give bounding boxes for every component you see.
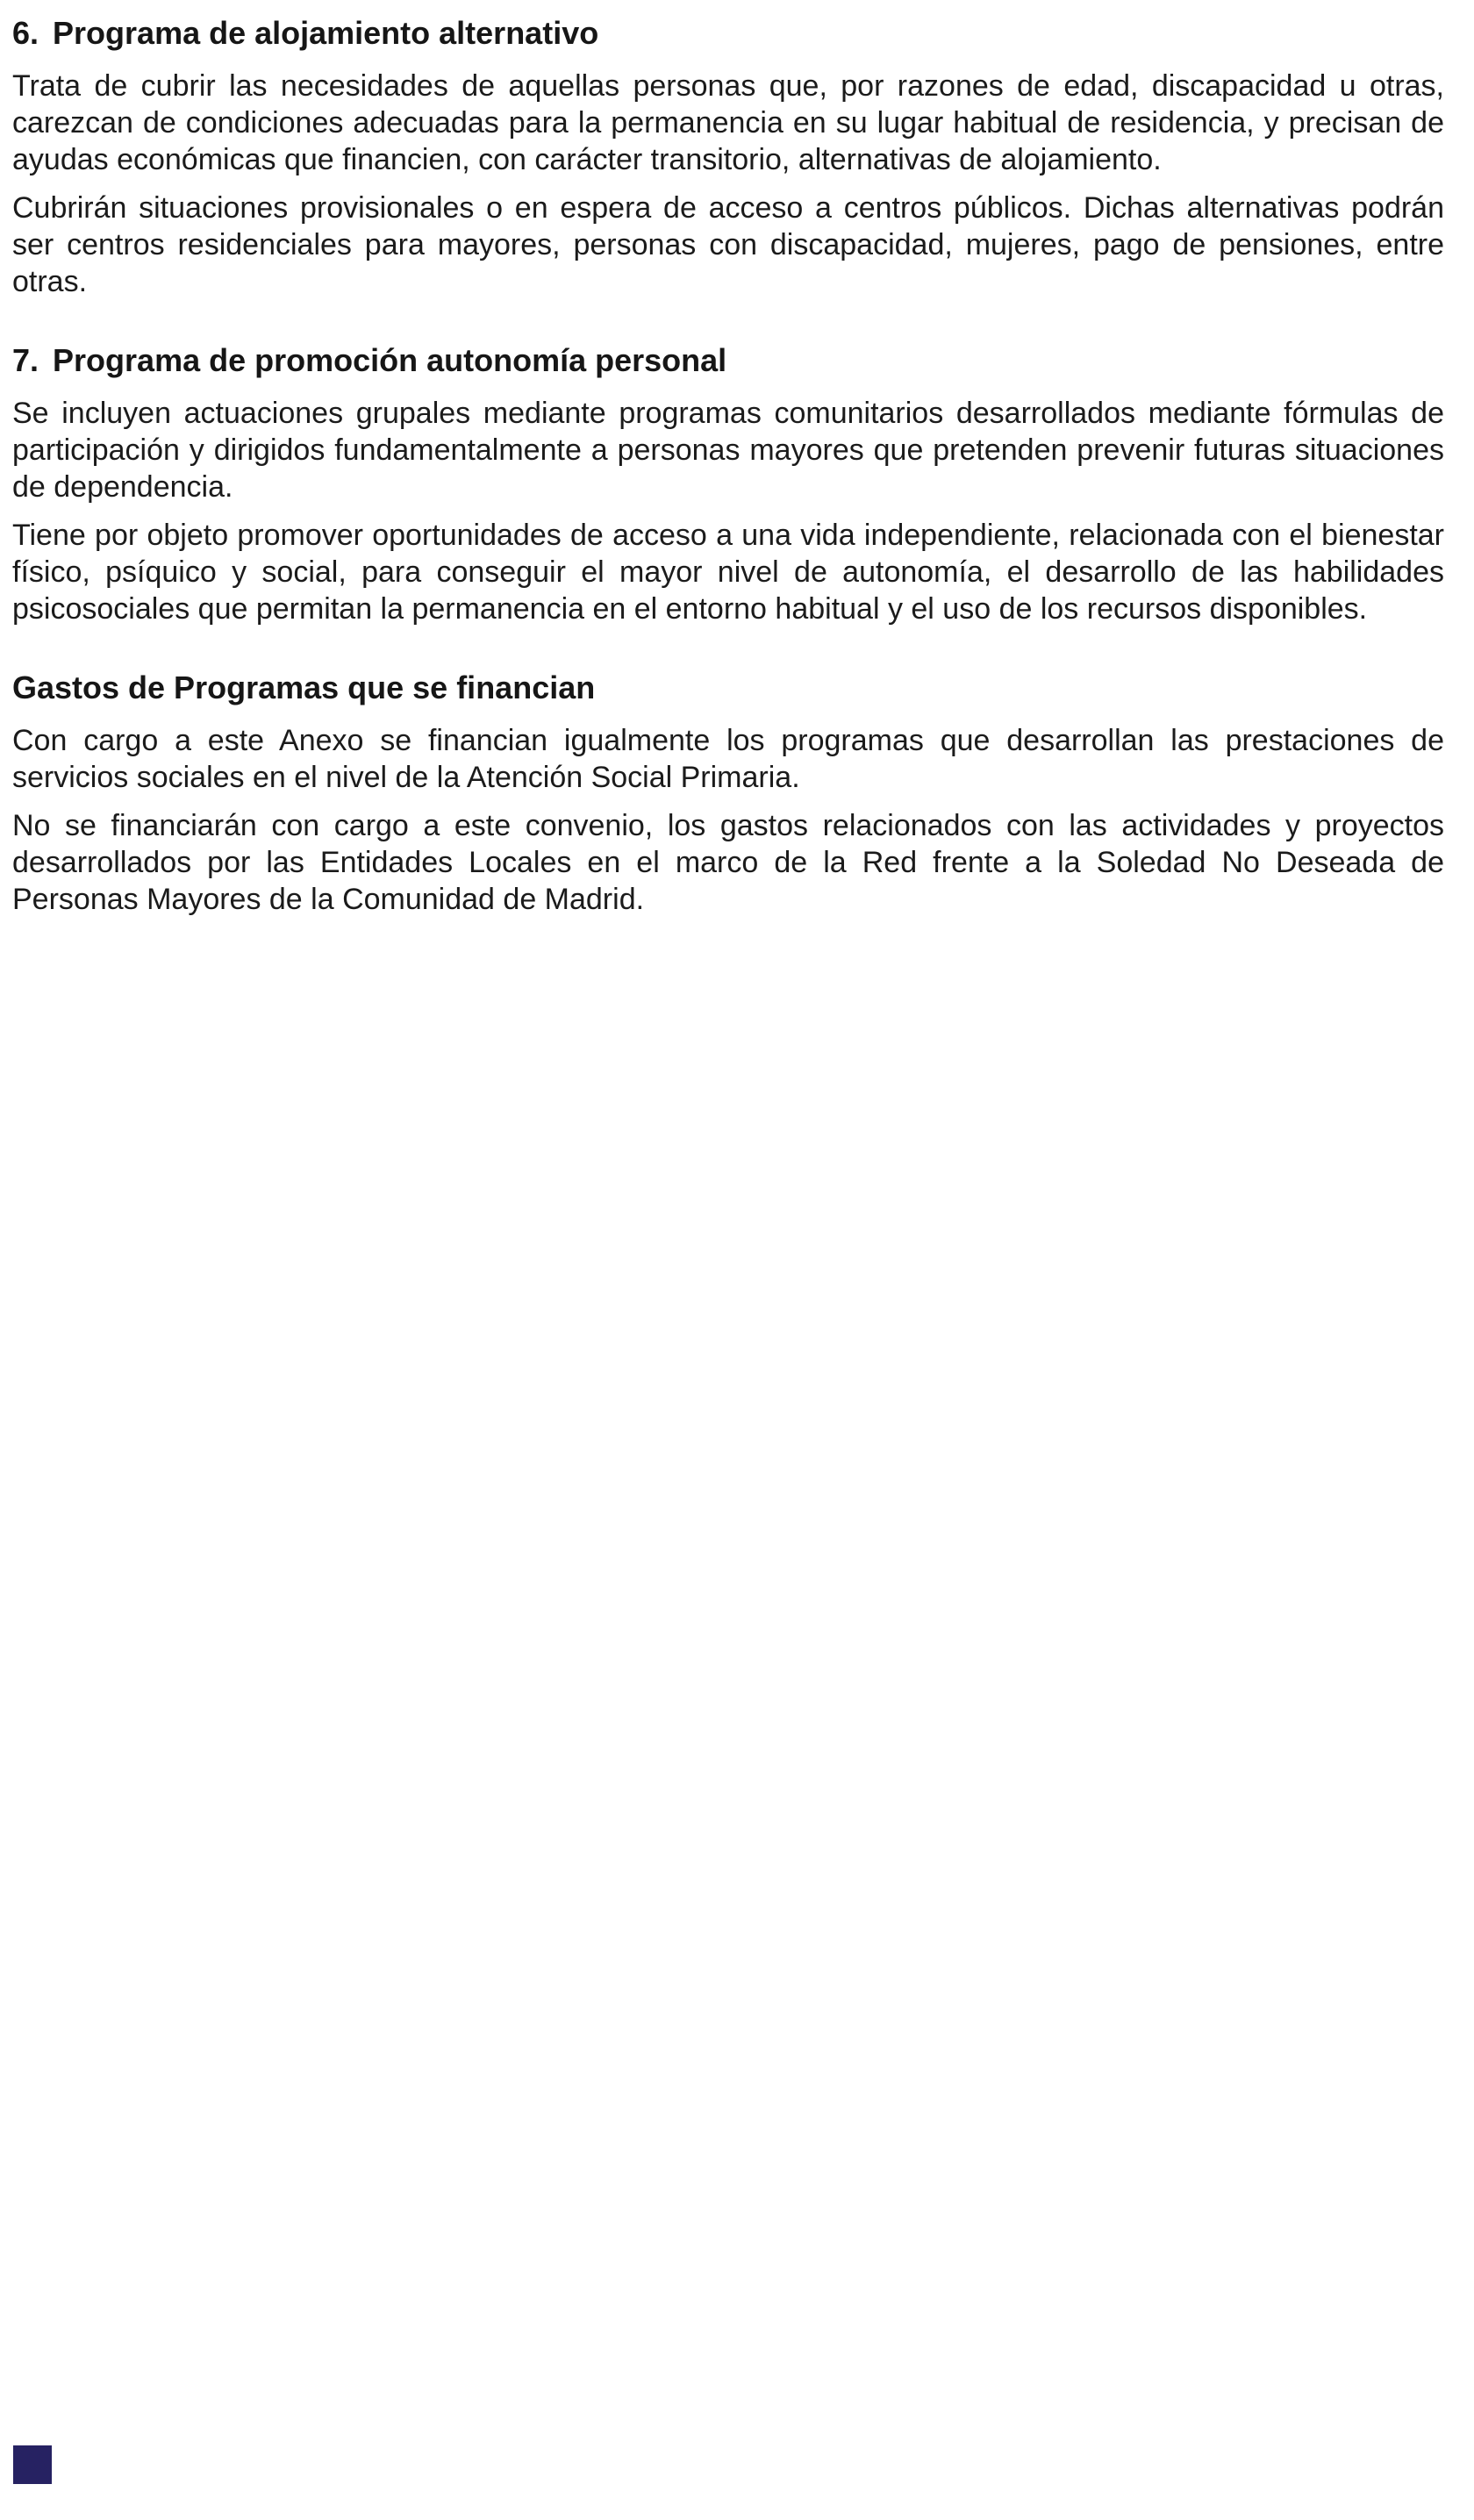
paragraph: Se incluyen actuaciones grupales mediante programas comunitarios desarrollados mediante fórmulas de participación y dirigidos fundamentalmente a personas mayores que pretenden prevenir futuras situaciones de dependencia. [12, 397, 1444, 504]
page-corner-mark [13, 2445, 52, 2484]
section-number: 6. [12, 15, 39, 51]
paragraph: No se financiarán con cargo a este convenio, los gastos relacionados con las actividades y proyectos desarrollados por las Entidades Locales en el marco de la Red frente a la Soledad No Deseada de Personas Mayores de la Comunidad de Madrid. [12, 809, 1444, 916]
section-title: Gastos de Programas que se financian [12, 669, 596, 705]
section-title: Programa de promoción autonomía personal [53, 342, 727, 378]
paragraph: Con cargo a este Anexo se financian igualmente los programas que desarrollan las prestaciones de servicios sociales en el nivel de la Atención Social Primaria. [12, 724, 1444, 794]
paragraph: Tiene por objeto promover oportunidades de acceso a una vida independiente, relacionada con el bienestar físico, psíquico y social, para conseguir el mayor nivel de autonomía, el desarrollo de las habilidades psicosociales que permitan la permanencia en el entorno habitual y el uso de los recursos disponibles. [12, 519, 1444, 626]
paragraph: Trata de cubrir las necesidades de aquellas personas que, por razones de edad, discapacidad u otras, carezcan de condiciones adecuadas para la permanencia en su lugar habitual de residencia, y precisan de ayudas económicas que financien, con carácter transitorio, alternativas de alojamiento. [12, 69, 1444, 176]
section-number: 7. [12, 342, 39, 378]
section-heading-6 [12, 12, 1444, 54]
section-heading-7 [12, 340, 1444, 382]
section-title: Programa de alojamiento alternativo [53, 15, 599, 51]
document-page [12, 12, 1444, 929]
section-heading-gastos [12, 667, 1444, 709]
paragraph: Cubrirán situaciones provisionales o en espera de acceso a centros públicos. Dichas alternativas podrán ser centros residenciales para mayores, personas con discapacidad, mujeres, pago de pensiones, entre otras. [12, 191, 1444, 298]
